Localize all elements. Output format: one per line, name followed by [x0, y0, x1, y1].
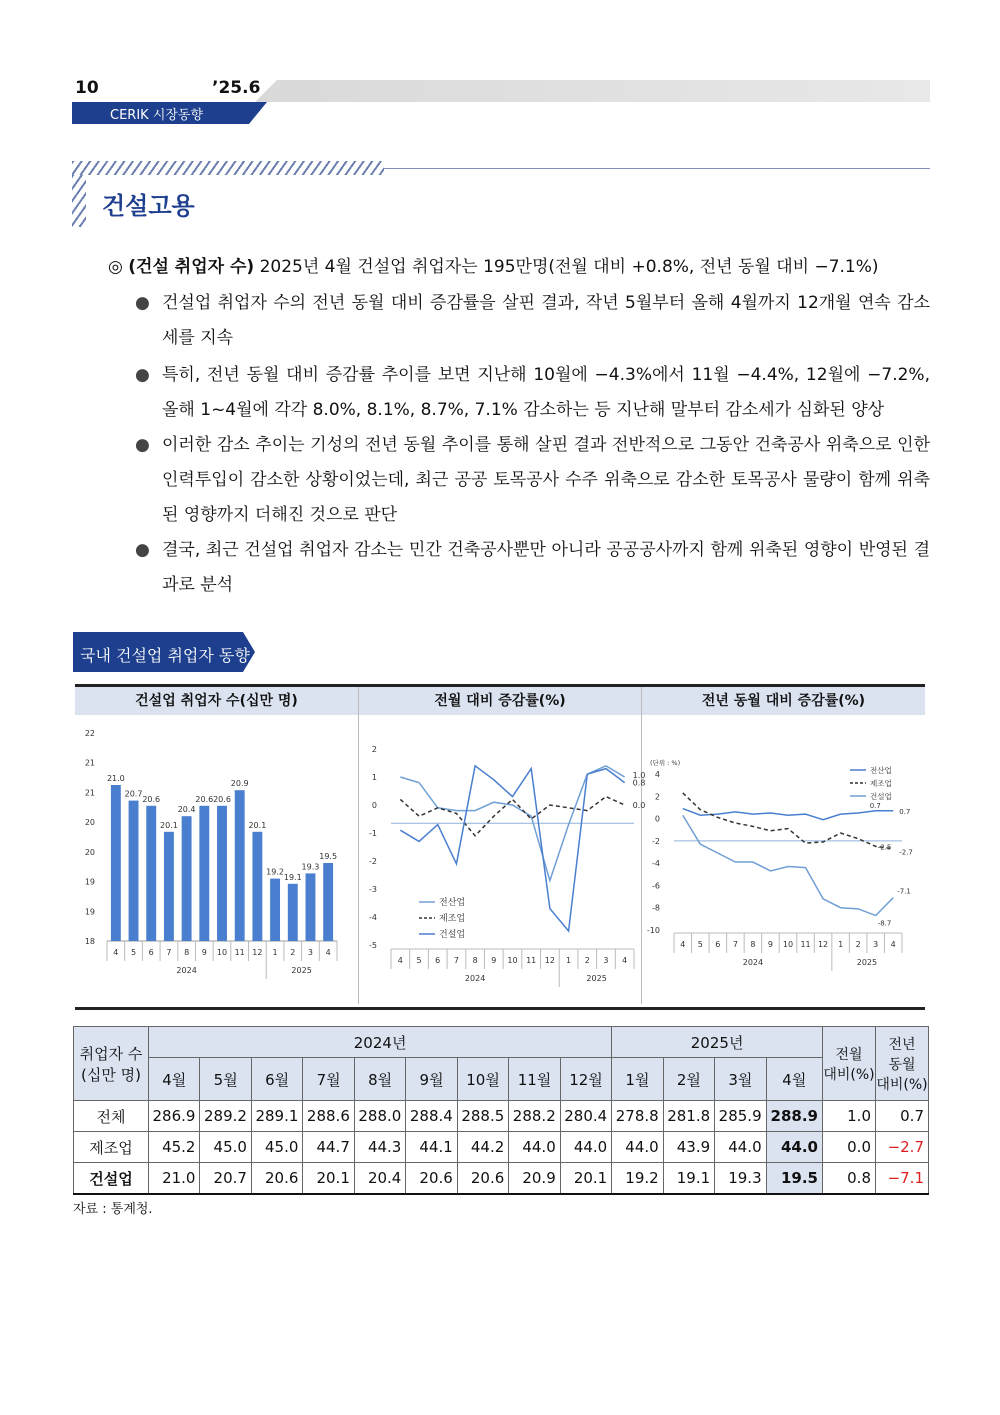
x-tick-label: 4: [890, 940, 896, 949]
month-header: 4월: [766, 1058, 822, 1101]
row-label: 전체: [74, 1101, 149, 1132]
x-tick-label: 3: [873, 940, 879, 949]
yoy-header: 전년 동월 대비(%): [876, 1027, 929, 1101]
y-tick-label: 21: [84, 758, 95, 768]
month-header: 4월: [149, 1058, 200, 1101]
issue-label: ’25.6: [212, 78, 261, 98]
point-data-label: -7.1: [897, 887, 911, 896]
table-cell: 44.3: [354, 1132, 405, 1163]
x-tick-label: 1: [566, 956, 572, 965]
table-cell: 44.0: [715, 1132, 766, 1163]
yoy-cell: −2.7: [876, 1132, 929, 1163]
bar-data-label: 20.6: [142, 794, 161, 804]
series-line: [683, 809, 893, 820]
bar-data-label: 20.1: [160, 820, 178, 830]
bar: [270, 879, 280, 941]
point-data-label: -2.7: [899, 848, 913, 857]
y-tick-label: 2: [371, 745, 377, 754]
lead-marker: ◎: [108, 257, 123, 277]
table-cell: 20.1: [560, 1163, 611, 1195]
table-cell: 20.1: [303, 1163, 354, 1195]
yoy-line-chart: [642, 716, 925, 1004]
bar-data-label: 20.6: [195, 794, 214, 804]
y-tick-label: 19: [84, 907, 95, 917]
table-cell: 288.2: [509, 1101, 560, 1132]
bullet-text: 건설업 취업자 수의 전년 동월 대비 증감률을 살핀 결과, 작년 5월부터 올해 4월까지 12개월 연속 감소세를 지속: [162, 293, 930, 348]
table-cell: 44.0: [560, 1132, 611, 1163]
table-row: [74, 1101, 929, 1132]
table-cell: 45.0: [251, 1132, 302, 1163]
month-header: 3월: [715, 1058, 766, 1101]
bar-data-label: 19.5: [319, 852, 338, 861]
bar: [306, 873, 316, 941]
x-tick-label: 5: [697, 940, 703, 949]
y-tick-label: -10: [646, 926, 660, 935]
bar-data-label: 20.7: [124, 789, 143, 799]
x-tick-label: 5: [416, 956, 422, 965]
year-label: 2025: [856, 958, 878, 967]
y-tick-label: -2: [652, 836, 660, 846]
y-tick-label: -4: [652, 859, 660, 869]
table-corner: 취업자 수 (십만 명): [74, 1027, 149, 1101]
x-tick-label: 4: [397, 956, 403, 965]
year-label: 2024: [742, 958, 764, 967]
point-data-label: 0.7: [899, 807, 911, 816]
legend-label: 전산업: [439, 898, 466, 908]
month-header: 1월: [612, 1058, 663, 1101]
y-tick-label: 22: [84, 729, 95, 738]
table-cell: 20.9: [509, 1163, 560, 1195]
x-tick-label: 3: [307, 948, 314, 957]
table-cell: 44.1: [406, 1132, 457, 1163]
bullet-item: [135, 286, 930, 356]
year-label: 2025: [586, 974, 607, 983]
x-tick-label: 4: [325, 948, 331, 957]
y-tick-label: -4: [369, 913, 377, 922]
table-cell: 21.0: [149, 1163, 200, 1195]
table-cell: 288.6: [303, 1101, 354, 1132]
table-cell: 285.9: [715, 1101, 766, 1132]
month-header: 10월: [457, 1058, 508, 1101]
month-header: 11월: [509, 1058, 560, 1101]
legend-label: 제조업: [439, 914, 466, 924]
y-tick-label: -6: [652, 881, 660, 891]
bar-data-label: 19.3: [301, 862, 320, 872]
bullet-dot: ●: [135, 540, 150, 560]
bullet-dot: ●: [135, 365, 150, 385]
point-data-label: -8.7: [877, 919, 892, 928]
table-cell: 288.4: [406, 1101, 457, 1132]
x-tick-label: 2: [855, 940, 861, 949]
series-line: [400, 766, 624, 931]
bullet-item: [135, 428, 930, 533]
x-tick-label: 12: [252, 948, 263, 957]
x-tick-label: 9: [201, 948, 207, 957]
table-cell: 44.7: [303, 1132, 354, 1163]
year-label: 2024: [464, 974, 486, 983]
panel-title-2: 전월 대비 증감률(%): [359, 687, 641, 715]
x-tick-label: 8: [750, 940, 756, 949]
table-cell: 20.6: [251, 1163, 302, 1195]
series-line: [683, 793, 893, 852]
bar: [235, 790, 245, 941]
mom-header: 전월 대비(%): [823, 1027, 876, 1101]
bar-data-label: 19.2: [266, 867, 284, 877]
table-cell: 19.5: [766, 1163, 822, 1195]
table-cell: 44.0: [766, 1132, 822, 1163]
table-cell: 44.2: [457, 1132, 508, 1163]
x-tick-label: 10: [216, 948, 228, 957]
bullet-text: 특히, 전년 동월 대비 증감률 추이를 보면 지난해 10월에 −4.3%에서 11월 −4.4%, 12월에 −7.2%, 올해 1~4월에 각각 8.0%, 8.1%, 8.7%, 7.1% 감소하는 등 지난해 말부터 감소세가 심화된 양상: [162, 365, 930, 420]
table-cell: 281.8: [663, 1101, 714, 1132]
header-band: [255, 80, 930, 102]
legend-label: 건설업: [439, 930, 466, 940]
table-cell: 20.7: [200, 1163, 251, 1195]
year-label: 2025: [291, 966, 312, 975]
section-title: 건설고용: [102, 192, 195, 220]
table-cell: 43.9: [663, 1132, 714, 1163]
yoy-cell: 0.7: [876, 1101, 929, 1132]
employment-table: [73, 1026, 929, 1195]
table-row: [74, 1163, 929, 1195]
y-tick-label: 4: [654, 770, 660, 779]
bullet-text: 결국, 최근 건설업 취업자 감소는 민간 건축공사뿐만 아니라 공공공사까지 함께 위축된 영향이 반영된 결과로 분석: [162, 540, 930, 595]
y-tick-label: 1: [371, 773, 377, 782]
legend-label: 제조업: [870, 779, 892, 788]
table-cell: 289.1: [251, 1101, 302, 1132]
table-cell: 286.9: [149, 1101, 200, 1132]
end-data-label: 0.8: [632, 778, 646, 788]
table-cell: 19.3: [715, 1163, 766, 1195]
x-tick-label: 6: [715, 940, 721, 949]
month-header: 5월: [200, 1058, 251, 1101]
y-tick-label: 21: [84, 788, 95, 798]
bullet-item: [135, 358, 930, 428]
table-cell: 19.2: [612, 1163, 663, 1195]
table-cell: 20.6: [457, 1163, 508, 1195]
chart-heading: 국내 건설업 취업자 동향: [80, 646, 250, 665]
x-tick-label: 1: [838, 940, 844, 949]
year-header-2025: 2025년: [612, 1027, 823, 1058]
bar-chart: [75, 716, 358, 1004]
y-tick-label: 20: [84, 818, 95, 828]
x-tick-label: 6: [435, 956, 441, 965]
row-label: 건설업: [74, 1163, 149, 1195]
table-cell: 44.0: [612, 1132, 663, 1163]
month-header: 7월: [303, 1058, 354, 1101]
bar-data-label: 20.9: [230, 779, 249, 789]
table-cell: 20.6: [406, 1163, 457, 1195]
x-tick-label: 7: [732, 940, 738, 949]
yoy-cell: −7.1: [876, 1163, 929, 1195]
bar: [164, 832, 174, 941]
table-cell: 288.0: [354, 1101, 405, 1132]
y-tick-label: 0: [654, 814, 660, 824]
y-tick-label: -8: [652, 903, 660, 913]
x-tick-label: 4: [680, 940, 686, 949]
y-tick-label: 2: [654, 792, 660, 802]
bar-data-label: 20.4: [177, 805, 196, 815]
y-tick-label: -1: [369, 829, 377, 838]
brand-label: CERIK 시장동향: [110, 108, 204, 123]
legend-label: 전산업: [870, 766, 892, 775]
x-tick-label: 2: [290, 948, 296, 957]
section-rule: [384, 168, 930, 169]
x-tick-label: 9: [767, 940, 774, 949]
page-number: 10: [75, 78, 99, 98]
table-cell: 278.8: [612, 1101, 663, 1132]
year-header-2024: 2024년: [149, 1027, 612, 1058]
x-tick-label: 4: [622, 956, 628, 965]
mom-line-chart: [359, 716, 646, 1004]
bar: [323, 863, 333, 941]
bullet-item: [135, 533, 930, 603]
section-hatch-side: [72, 175, 86, 227]
bar-data-label: 21.0: [106, 774, 125, 783]
lead-text: 2025년 4월 건설업 취업자는 195만명(전월 대비 +0.8%, 전년 동월 대비 −7.1%): [254, 257, 879, 277]
bar: [129, 801, 139, 941]
month-header: 9월: [406, 1058, 457, 1101]
point-data-label: -2.5: [877, 843, 892, 852]
y-tick-label: -5: [369, 941, 377, 950]
table-cell: 288.5: [457, 1101, 508, 1132]
bullet-text: 이러한 감소 추이는 기성의 전년 동월 추이를 통해 살핀 결과 전반적으로 그동안 건축공사 위축으로 인한 인력투입이 감소한 상황이었는데, 최근 공공 토목공사 수주 위축으로 감소한 토목공사 물량이 함께 위축된 영향까지 더해진 것으로 판단: [162, 435, 930, 525]
mom-cell: 0.8: [823, 1163, 876, 1195]
bar-data-label: 20.1: [248, 820, 267, 830]
bar: [288, 884, 298, 941]
table-cell: 20.4: [354, 1163, 405, 1195]
month-header: 8월: [354, 1058, 405, 1101]
x-tick-label: 12: [817, 940, 829, 949]
x-tick-label: 7: [453, 956, 459, 965]
year-label: 2024: [176, 966, 197, 975]
x-tick-label: 2: [584, 956, 590, 965]
point-data-label: 0.7: [869, 801, 881, 810]
y-tick-label: 19: [84, 877, 95, 887]
bar-data-label: 19.1: [283, 872, 302, 882]
x-tick-label: 10: [782, 940, 794, 949]
bullet-dot: ●: [135, 293, 150, 313]
table-cell: 19.1: [663, 1163, 714, 1195]
table-cell: 280.4: [560, 1101, 611, 1132]
x-tick-label: 10: [507, 956, 518, 965]
table-cell: 45.0: [200, 1132, 251, 1163]
table-cell: 289.2: [200, 1101, 251, 1132]
x-tick-label: 1: [272, 948, 278, 957]
x-tick-label: 3: [603, 956, 609, 965]
x-tick-label: 9: [491, 956, 497, 965]
y-tick-label: 0: [371, 801, 377, 810]
table-cell: 45.2: [149, 1132, 200, 1163]
lead-bold: (건설 취업자 수): [128, 257, 255, 277]
bar: [199, 806, 209, 941]
x-tick-label: 8: [472, 956, 478, 965]
table-row: [74, 1132, 929, 1163]
end-data-label: 1.0: [632, 771, 646, 780]
bar: [111, 785, 121, 941]
bar: [182, 816, 192, 941]
bar: [252, 832, 262, 941]
month-header: 6월: [251, 1058, 302, 1101]
unit-label: (단위 : %): [650, 759, 681, 767]
series-line: [683, 815, 893, 915]
panel-title-1: 건설업 취업자 수(십만 명): [75, 687, 358, 715]
y-tick-label: 20: [84, 847, 95, 857]
bar-data-label: 20.6: [213, 794, 231, 804]
bar: [146, 806, 156, 941]
x-tick-label: 8: [184, 948, 190, 957]
lead-paragraph: [108, 255, 938, 279]
y-tick-label: 18: [84, 937, 95, 946]
month-header: 2월: [663, 1058, 714, 1101]
legend-label: 건설업: [870, 792, 892, 801]
row-label: 제조업: [74, 1132, 149, 1163]
bullet-dot: ●: [135, 435, 150, 455]
end-data-label: 0.0: [632, 801, 646, 810]
x-tick-label: 6: [148, 948, 154, 957]
x-tick-label: 7: [166, 948, 172, 957]
y-tick-label: -2: [369, 857, 377, 866]
x-tick-label: 11: [800, 940, 811, 949]
source-note: 자료 : 통계청.: [73, 1202, 153, 1217]
table-cell: 288.9: [766, 1101, 822, 1132]
month-header: 12월: [560, 1058, 611, 1101]
bar: [217, 806, 227, 941]
x-tick-label: 5: [130, 948, 137, 957]
section-hatch: [72, 161, 384, 175]
x-tick-label: 11: [526, 956, 537, 965]
mom-cell: 0.0: [823, 1132, 876, 1163]
mom-cell: 1.0: [823, 1101, 876, 1132]
x-tick-label: 12: [544, 956, 555, 965]
x-tick-label: 4: [113, 948, 119, 957]
x-tick-label: 11: [234, 948, 245, 957]
panel-title-3: 전년 동월 대비 증감률(%): [642, 687, 925, 715]
y-tick-label: -3: [369, 885, 377, 894]
table-cell: 44.0: [509, 1132, 560, 1163]
